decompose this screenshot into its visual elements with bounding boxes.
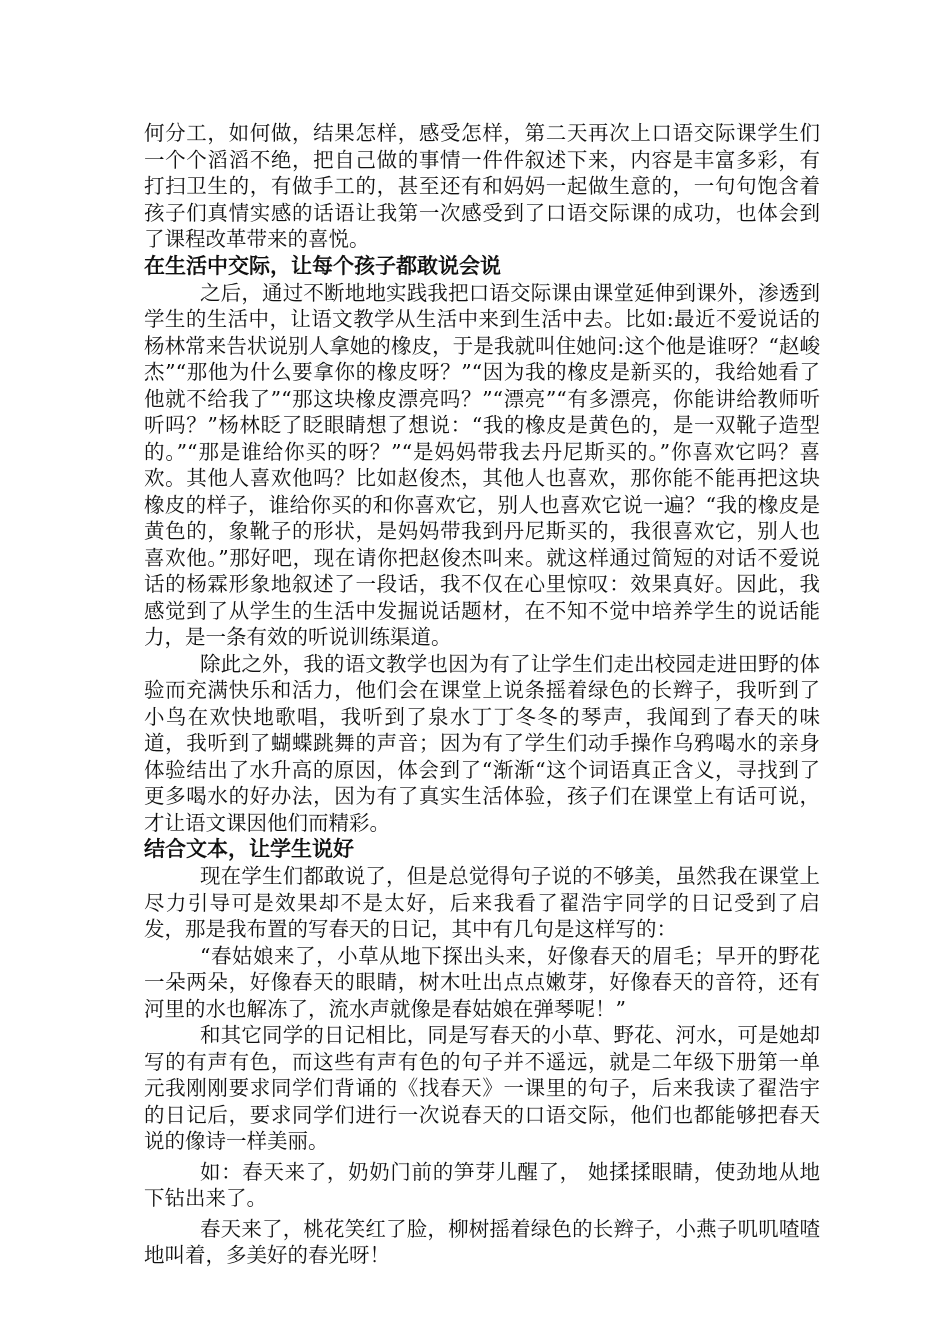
paragraph-outdoor-experience: 除此之外，我的语文教学也因为有了让学生们走出校园走进田野的体验而充满快乐和活力，他们会在课堂上说条摇着绿色的长辫子，我听到了小鸟在欢快地歌唱，我听到了泉水丁丁冬冬的琴声，我闻到了春天的味道，我听到了蝴蝶跳舞的声音；因为有了学生们动手操作乌鸦喝水的亲身体验结出了水升高的原因，体会到了“渐渐“这个词语真正含义，寻找到了更多喝水的好办法，因为有了真实生活体验，孩子们在课堂上有话可说，才让语文课因他们而精彩。 [144, 651, 820, 835]
paragraph-example-peach: 春天来了，桃花笑红了脸，柳树摇着绿色的长辫子，小燕子叽叽喳喳地叫着，多美好的春光呀！ [144, 1216, 820, 1267]
paragraph-diary-quote: “春姑娘来了，小草从地下探出头来，好像春天的眉毛；早开的野花一朵两朵，好像春天的眼睛，树木吐出点点嫩芽，好像春天的音符，还有河里的水也解冻了，流水声就像是春姑娘在弹琴呢！” [144, 943, 820, 1021]
section-heading-text-based: 结合文本，让学生说好 [144, 837, 354, 861]
paragraph-comparison: 和其它同学的日记相比，同是写春天的小草、野花、河水，可是她却写的有声有色，而这些有声有色的句子并不遥远，就是二年级下册第一单元我刚刚要求同学们背诵的《找春天》一课里的句子，后来我读了翟浩宇的日记后，要求同学们进行一次说春天的口语交际，他们也都能够把春天说的像诗一样美丽。 [144, 1023, 820, 1153]
paragraph-example-bamboo: 如：春天来了，奶奶门前的笋芽儿醒了， 她揉揉眼睛，使劲地从地下钻出来了。 [144, 1159, 820, 1210]
paragraph-diary-inspiration: 现在学生们都敢说了，但是总觉得句子说的不够美，虽然我在课堂上尽力引导可是效果却不是太好，后来我看了翟浩宇同学的日记受到了启发，那是我布置的写春天的日记，其中有几句是这样写的： [144, 864, 820, 941]
document-body [144, 120, 820, 1269]
paragraph-yanglin-dialogue: 之后，通过不断地地实践我把口语交际课由课堂延伸到课外，渗透到学生的生活中，让语文教学从生活中来到生活中去。比如:最近不爱说话的杨林常来告状说别人拿她的橡皮，于是我就叫住她问:这个他是谁呀？“赵峻杰”“那他为什么要拿你的橡皮呀？”“因为我的橡皮是新买的，我给她看了他就不给我了”“那这块橡皮漂亮吗？”“漂亮”“有多漂亮，你能讲给教师听听吗？”杨林眨了眨眼睛想了想说：“我的橡皮是黄色的，是一双靴子造型的。”“那是谁给你买的呀？”“是妈妈带我去丹尼斯买的。”你喜欢它吗？喜欢。其他人喜欢他吗？比如赵俊杰，其他人也喜欢，那你能不能再把这块橡皮的样子，谁给你买的和你喜欢它，别人也喜欢它说一遍？“我的橡皮是黄色的，象靴子的形状，是妈妈带我到丹尼斯买的，我很喜欢它，别人也喜欢他。”那好吧，现在请你把赵俊杰叫来。就这样通过简短的对话不爱说话的杨霖形象地叙述了一段话，我不仅在心里惊叹：效果真好。因此，我感觉到了从学生的生活中发掘说话题材，在不知不觉中培养学生的说话能力，是一条有效的听说训练渠道。 [144, 280, 820, 649]
section-heading-life-communication: 在生活中交际，让每个孩子都敢说会说 [144, 253, 501, 278]
paragraph-continuation: 何分工，如何做，结果怎样，感受怎样，第二天再次上口语交际课学生们一个个滔滔不绝，把自己做的事情一件件叙述下来，内容是丰富多彩，有打扫卫生的，有做手工的，甚至还有和妈妈一起做生意的，一句句饱含着孩子们真情实感的话语让我第一次感受到了口语交际课的成功，也体会到了课程改革带来的喜悦。 [144, 121, 820, 251]
